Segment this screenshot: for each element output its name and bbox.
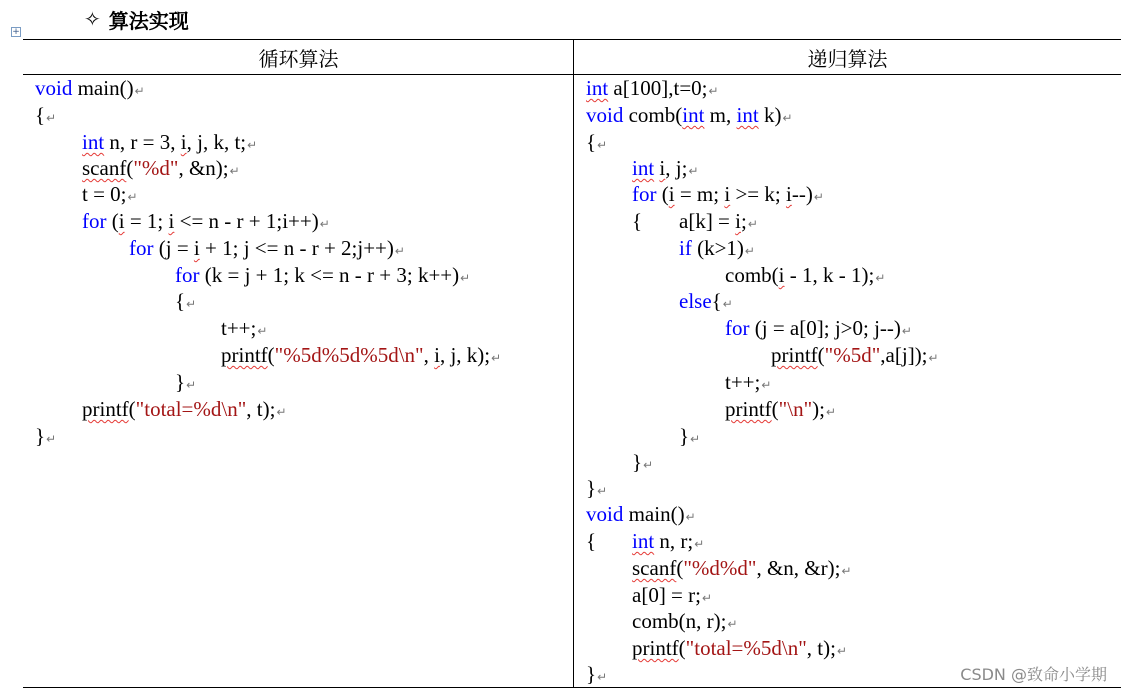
- code-line: void main()↵: [35, 76, 145, 100]
- code-line: }↵: [586, 476, 608, 500]
- code-line: for (k = j + 1; k <= n - r + 3; k++)↵: [175, 263, 471, 287]
- code-line: }↵: [586, 662, 608, 686]
- code-line: int n, r = 3, i, j, k, t;↵: [82, 130, 258, 154]
- code-line: a[k] = i;↵: [679, 209, 758, 233]
- code-line: int a[100],t=0;↵: [586, 76, 719, 100]
- header-divider: [23, 74, 1121, 75]
- code-line: t = 0;↵: [82, 182, 138, 206]
- code-line: scanf("%d", &n);↵: [82, 156, 240, 180]
- code-line: a[0] = r;↵: [632, 583, 713, 607]
- code-line: scanf("%d%d", &n, &r);↵: [632, 556, 852, 580]
- right-column-header: 递归算法: [807, 46, 888, 71]
- code-line: for (i = m; i >= k; i--)↵: [632, 182, 824, 206]
- table-move-handle-icon[interactable]: +: [12, 27, 20, 37]
- code-line: }↵: [35, 424, 57, 448]
- code-line: void main()↵: [586, 502, 696, 526]
- code-line: for (j = i + 1; j <= n - r + 2;j++)↵: [129, 236, 405, 260]
- code-line: {↵: [586, 130, 608, 154]
- code-line: for (i = 1; i <= n - r + 1;i++)↵: [82, 209, 330, 233]
- code-line: printf("%5d",a[j]);↵: [771, 343, 939, 367]
- column-divider: [573, 39, 574, 688]
- code-line: printf("total=%d\n", t);↵: [82, 397, 287, 421]
- code-line: printf("%5d%5d%5d\n", i, j, k);↵: [221, 343, 502, 367]
- code-line: printf("total=%5d\n", t);↵: [632, 636, 848, 660]
- section-heading: [84, 4, 189, 34]
- code-line: printf("\n");↵: [725, 397, 837, 421]
- code-line: {↵: [175, 289, 197, 313]
- code-line: }↵: [679, 424, 701, 448]
- code-line: int i, j;↵: [632, 156, 699, 180]
- code-line: if (k>1)↵: [679, 236, 755, 260]
- code-line: comb(n, r);↵: [632, 609, 738, 633]
- code-line: {: [586, 529, 597, 553]
- code-line: int n, r;↵: [632, 529, 705, 553]
- code-line: {: [632, 209, 643, 233]
- sparkle-icon: ✧: [84, 7, 101, 31]
- code-line: else{↵: [679, 289, 733, 313]
- code-line: void comb(int m, int k)↵: [586, 103, 793, 127]
- code-line: t++;↵: [725, 370, 772, 394]
- left-column-header: 循环算法: [258, 46, 339, 71]
- code-line: }↵: [632, 450, 654, 474]
- code-line: {↵: [35, 103, 57, 127]
- table-bottom-border: [23, 687, 1121, 688]
- code-line: }↵: [175, 370, 197, 394]
- code-line: comb(i - 1, k - 1);↵: [725, 263, 886, 287]
- code-line: for (j = a[0]; j>0; j--)↵: [725, 316, 912, 340]
- watermark: CSDN @致命小学期: [960, 665, 1107, 684]
- code-line: t++;↵: [221, 316, 268, 340]
- section-heading-text: 算法实现: [108, 8, 189, 33]
